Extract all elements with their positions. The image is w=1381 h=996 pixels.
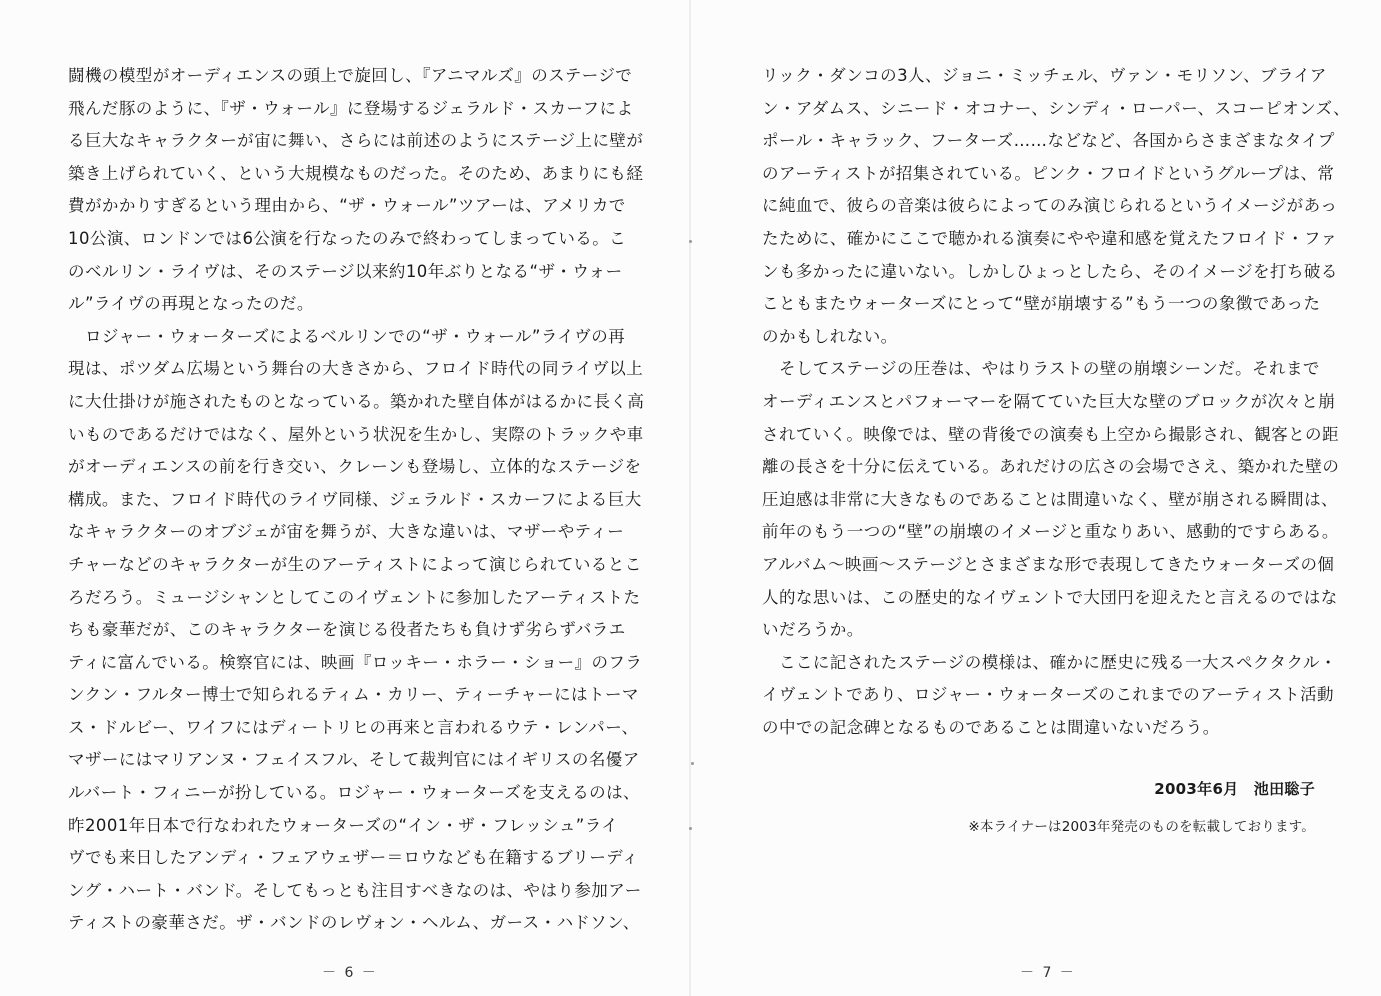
body-text-line: ス・ドルビー、ワイフにはディートリヒの再来と言われるウテ・レンパー、 — [68, 717, 639, 737]
scan-speck — [689, 827, 692, 830]
body-text-line: ル”ライヴの再現となったのだ。 — [68, 294, 314, 314]
left-text-column — [68, 60, 645, 940]
body-text-line: のアーティストが招集されている。ピンク・フロイドというグループは、常 — [762, 163, 1335, 183]
body-text-line: アルバム～映画～ステージとさまざまな形で表現してきたウォーターズの個 — [762, 554, 1335, 574]
body-text-line: こともまたウォーターズにとって“壁が崩壊する”もう一つの象徴であった — [762, 294, 1321, 314]
body-text-line: る巨大なキャラクターが宙に舞い、さらには前述のようにステージ上に壁が — [68, 131, 644, 151]
page-gutter — [689, 0, 691, 996]
scan-speck — [689, 240, 692, 243]
body-text-line: ここに記されたステージの模様は、確かに歴史に残る一大スペクタクル・ — [762, 652, 1337, 672]
body-text-line: ン・アダムス、シニード・オコナー、シンディ・ローパー、スコーピオンズ、 — [762, 98, 1351, 118]
body-text-line: リック・ダンコの3人、ジョニ・ミッチェル、ヴァン・モリソン、ブライア — [762, 66, 1327, 85]
body-text-line: いだろうか。 — [762, 620, 864, 640]
scan-speck — [691, 762, 694, 765]
reprint-note: ※本ライナーは2003年発売のものを転載しております。 — [968, 819, 1315, 835]
page-number-right: － 7 － — [1020, 965, 1076, 981]
body-text-line: 圧迫感は非常に大きなものであることは間違いなく、壁が崩される瞬間は、 — [762, 489, 1338, 509]
body-text-line: されていく。映像では、壁の背後での演奏も上空から撮影され、観客との距 — [762, 424, 1339, 444]
body-text-line: 離の長さを十分に伝えている。あれだけの広さの会場でさえ、築かれた壁の — [762, 457, 1340, 477]
body-text-line: ヴでも来日したアンディ・フェアウェザー＝ロウなども在籍するブリーディ — [68, 848, 639, 868]
page-number-left: － 6 － — [322, 965, 378, 981]
body-text-line: がオーディエンスの前を行き交い、クレーンも登場し、立体的なステージを — [68, 457, 642, 477]
body-text-line: 現は、ポツダム広場という舞台の大きさから、フロイド時代の同ライヴ以上 — [68, 359, 644, 379]
body-text-line: いものであるだけではなく、屋外という状況を生かし、実際のトラックや車 — [68, 424, 644, 444]
body-text-line: のかもしれない。 — [762, 326, 898, 346]
body-text-line: のベルリン・ライヴは、そのステージ以来約10年ぶりとなる“ザ・ウォー — [68, 261, 623, 281]
body-text-line: 構成。また、フロイド時代のライヴ同様、ジェラルド・スカーフによる巨大 — [68, 489, 642, 509]
body-text-line: ティに富んでいる。検察官には、映画『ロッキー・ホラー・ショー』のフラ — [68, 652, 643, 672]
body-text-line: に大仕掛けが施されたものとなっている。築かれた壁自体がはるかに長く高 — [68, 391, 645, 411]
body-text-line: 飛んだ豚のように、『ザ・ウォール』に登場するジェラルド・スカーフによ — [68, 98, 634, 118]
body-text-line: たために、確かにここで聴かれる演奏にやや違和感を覚えたフロイド・ファ — [762, 228, 1338, 248]
body-text-line: なキャラクターのオブジェが宙を舞うが、大きな違いは、マザーやティー — [68, 522, 625, 542]
body-text-line: の中での記念碑となるものであることは間違いないだろう。 — [762, 717, 1220, 737]
body-text-line: ロジャー・ウォーターズによるベルリンでの“ザ・ウォール”ライヴの再 — [68, 326, 626, 346]
body-text-line: 闘機の模型がオーディエンスの頭上で旋回し、『アニマルズ』のステージで — [68, 66, 633, 85]
body-text-line: オーディエンスとパフォーマーを隔てていた巨大な壁のブロックが次々と崩 — [762, 391, 1336, 411]
body-text-line: 人的な思いは、この歴史的なイヴェントで大団円を迎えたと言えるのではな — [762, 587, 1338, 607]
body-text-line: ンも多かったに違いない。しかしひょっとしたら、そのイメージを打ち破る — [762, 261, 1338, 281]
body-text-line: ング・ハート・バンド。そしてもっとも注目すべきなのは、やはり参加アー — [68, 880, 642, 900]
body-text-line: ティストの豪華さだ。ザ・バンドのレヴォン・ヘルム、ガース・ハドソン、 — [68, 913, 640, 933]
body-text-line: そしてステージの圧巻は、やはりラストの壁の崩壊シーンだ。それまで — [762, 359, 1320, 379]
body-text-line: ルバート・フィニーが扮している。ロジャー・ウォーターズを支えるのは、 — [68, 783, 641, 803]
body-text-line: に純血で、彼らの音楽は彼らによってのみ演じられるというイメージがあっ — [762, 196, 1338, 216]
body-text-line: 費がかかりすぎるという理由から、“ザ・ウォール”ツアーは、アメリカで — [68, 196, 626, 216]
body-text-line: マザーにはマリアンヌ・フェイスフル、そして裁判官にはイギリスの名優ア — [68, 750, 640, 770]
body-text-line: ポール・キャラック、フーターズ……などなど、各国からさまざまなタイプ — [762, 131, 1335, 151]
body-text-line: ちも豪華だが、このキャラクターを演じる役者たちも負けず劣らずバラエ — [68, 620, 626, 640]
right-text-column — [762, 60, 1351, 744]
body-text-line: 築き上げられていく、という大規模なものだった。そのため、あまりにも経 — [68, 163, 644, 183]
body-text-line: 前年のもう一つの“壁”の崩壊のイメージと重なりあい、感動的ですらある。 — [762, 522, 1339, 542]
body-text-line: 昨2001年日本で行なわれたウォーターズの“イン・ザ・フレッシュ”ライ — [68, 815, 619, 835]
author-signature: 2003年6月 池田聡子 — [1154, 780, 1315, 798]
body-text-line: 10公演、ロンドンでは6公演を行なったのみで終わってしまっている。こ — [68, 228, 627, 248]
body-text-line: ろだろう。ミュージシャンとしてこのイヴェントに参加したアーティストた — [68, 587, 641, 607]
body-text-line: ンクン・フルター博士で知られるティム・カリー、ティーチャーにはトーマ — [68, 685, 639, 705]
body-text-line: イヴェントであり、ロジャー・ウォーターズのこれまでのアーティスト活動 — [762, 685, 1335, 705]
body-text-line: チャーなどのキャラクターが生のアーティストによって演じられているとこ — [68, 554, 642, 574]
